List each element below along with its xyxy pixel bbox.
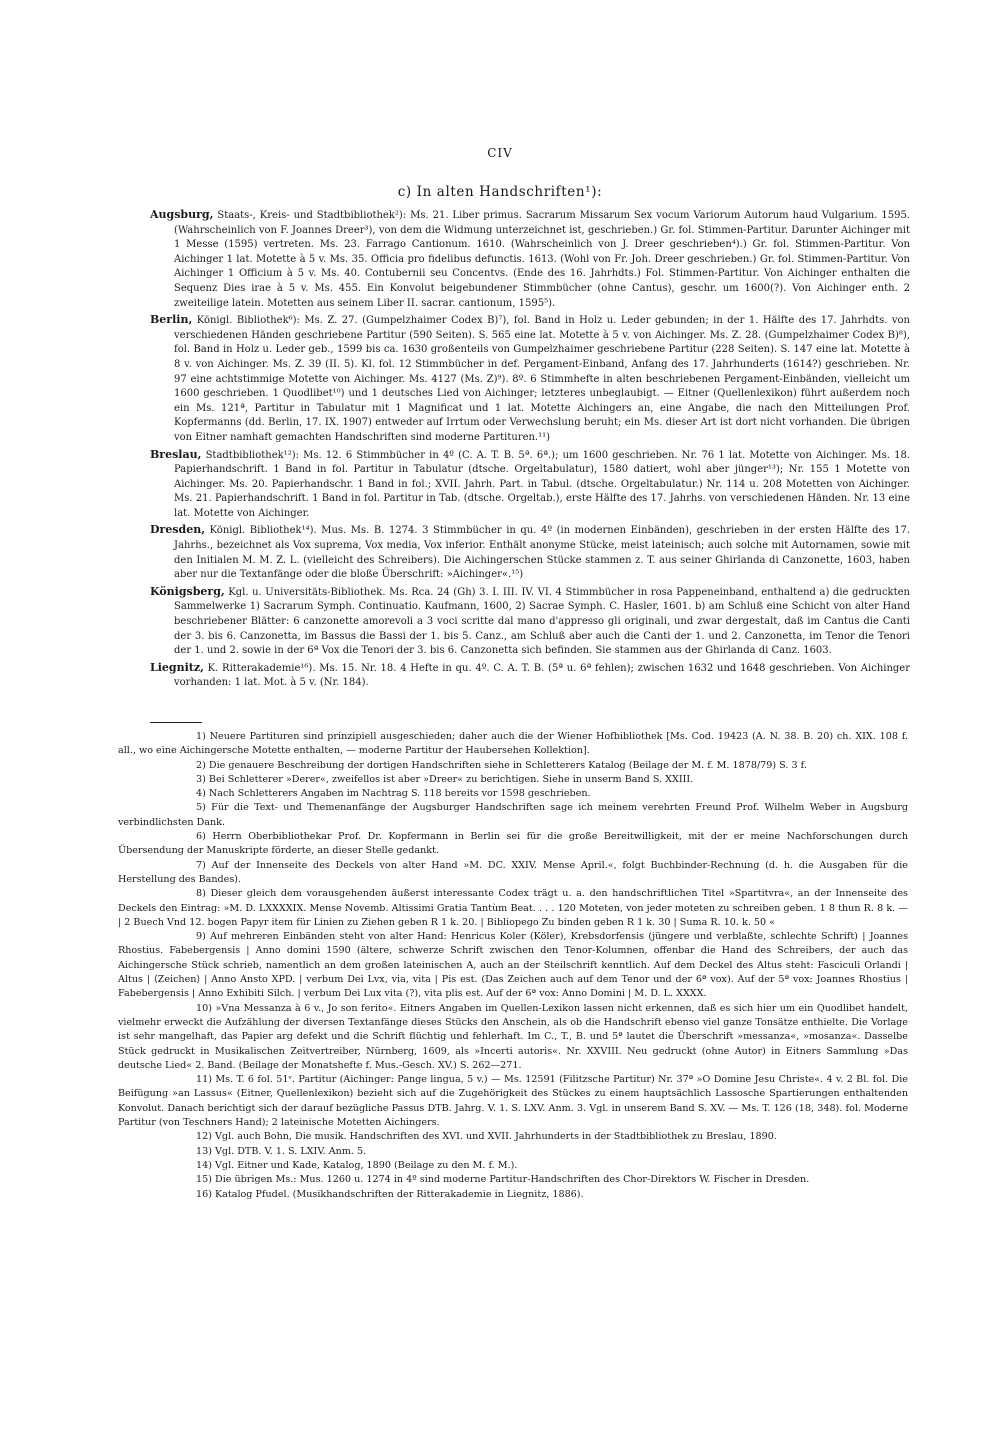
entry-text: Staats-, Kreis- und Stadtbibliothek²): Ms. 21. Liber primus. Sacrarum Missarum Sex vocum Variorum Autorum haud Vulgarium. 1595. (Wahrscheinlich von F. Joannes Dreer³), von dem die Widmung unterzeichnet ist, geschrieben.) Gr. fol. Stimmen-Partitur. Darunter Aichinger mit 1 Messe (1595) vertreten. Ms. 23. Farrago Cantionum. 1610. (Wahrscheinlich von J. Dreer geschrieben⁴).) Gr. fol. Stimmen-Partitur. Von Aichinger 1 lat. Motette à 5 v. Ms. 35. Officia pro fidelibus defunctis. 1613. (Wohl von Fr. Joh. Dreer geschrieben.) Gr. fol. Stimmen-Partitur. Von Aichinger 1 Officium à 5 v. Ms. 40. Contubernii seu Concentvs. (Ende des 16. Jahrhdts.) Fol. Stimmen-Partitur. Von Aichinger enthalten die Sequenz Dies irae à 5 v. Ms. 455. Ein Konvolut beigebundener Stimmbücher (ohne Cantus), geschr. um 1600(?). Von Aichinger enth. 2 zweiteilige latein. Motetten aus seinem Liber II. sacrar. cantionum, 1595⁵). — [174, 210, 910, 309]
footnotes — [118, 730, 908, 1202]
footnote: 10) »Vna Messanza à 6 v., Jo son ferito«. Eitners Angaben im Quellen-Lexikon lassen nicht erkennen, daß es sich hier um ein Quodlibet handelt, vielmehr erweckt die Aufzählung der diversen Textanfänge dieses Stücks den Anschein, als ob die Handschrift ebenso viel ganze Tonsätze enthielte. Die Vorlage ist sehr mangelhaft, das Papier arg defekt und die Schrift flüchtig und fehlerhaft. Im C., T., B. und 5ª lautet die Überschrift »messanza«, »mosanza«. Dasselbe Stück gedruckt in Musikalischen Zeitvertreiber, Nürnberg, 1609, als »Incerti autoris«. Nr. XXVIII. Neu gedruckt (ohne Autor) in Eitners Sammlung »Das deutsche Lied« 2. Band. (Beilage der Monatshefte f. Mus.-Gesch. XV.) S. 262—271. — [118, 1002, 908, 1071]
footnote: 16) Katalog Pfudel. (Musikhandschriften der Ritterakademie in Liegnitz, 1886). — [196, 1188, 584, 1200]
footnote: 5) Für die Text- und Themenanfänge der Augsburger Handschriften sage ich meinem verehrten Freund Prof. Wilhelm Weber in Augsburg verbindlichsten Dank. — [118, 802, 908, 828]
footnote: 8) Dieser gleich dem vorausgehenden äußerst interessante Codex trägt u. a. den handschriftlichen Titel »Spartitvra«, an der Innenseite des Deckels den Eintrag: »M. D. LXXXXIX. Mense Novemb. Altissimi Gratia Tantùm Beat. . . . 120 Moteten, von jeder moteten zu schreiben geben. 1 8 thun R. 8 k. — | 2 Buech Vnd 12. bogen Papyr item für Linien zu Ziehen geben R 1 k. 20. | Bibliopego Zu binden geben R 1 k. 30 | Suma R. 10. k. 50 « — [118, 888, 908, 928]
footnote: 9) Auf mehreren Einbänden steht von alter Hand: Henricus Koler (Köler), Krebsdorfensis (jüngere und verblaßte, schlechte Schrift) | Joannes Rhostius. Fabebergensis | Anno domini 1590 (ältere, schwerze Schrift zwischen den Tenor-Kolumnen, offenbar die Hand des Schreibers, der auch das Aichingersche Stück schrieb, namentlich an dem großen lateinischen A, auch an der Steilschrift kenntlich. Auf dem Deckel des Altus steht: Fasciculi Orlandi | Altus | ⟨Zeichen⟩ | Anno Ansto XPD. | verbum Dei Lvx, via, vita | Pis est. (Das Zeichen auch auf dem Tenor und der 6ª vox). Auf der 5ª vox: Joannes Rhostius | Fabebergensis | Anno Exhibiti Silch. | verbum Dei Lux vita (?), vita plis est. Auf der 6ª vox: Anno Domini | M. D. L. XXXX. — [118, 931, 908, 1000]
footnote: 12) Vgl. auch Bohn, Die musik. Handschriften des XVI. und XVII. Jahrhunderts in der Stadtbibliothek zu Breslau, 1890. — [196, 1131, 777, 1143]
footnote: 4) Nach Schletterers Angaben im Nachtrag S. 118 bereits vor 1598 geschrieben. — [196, 788, 591, 800]
entry-place: Königsberg, — [150, 584, 225, 598]
entry-place: Dresden, — [150, 523, 206, 537]
entry-dresden — [150, 523, 910, 582]
page-number: CIV — [487, 146, 513, 160]
entry-place: Liegnitz, — [150, 660, 204, 674]
footnote: 2) Die genauere Beschreibung der dortigen Handschriften siehe in Schletterers Katalog (Beilage der M. f. M. 1878/79) S. 3 f. — [196, 759, 807, 771]
footnote: 7) Auf der Innenseite des Deckels von alter Hand »M. DC. XXIV. Mense April.«, folgt Buchbinder-Rechnung (d. h. die Ausgaben für die Herstellung des Bandes). — [118, 859, 908, 885]
footnote: 14) Vgl. Eitner und Kade, Katalog, 1890 (Beilage zu den M. f. M.). — [196, 1159, 518, 1171]
entry-place: Berlin, — [150, 313, 193, 327]
entry-text: Stadtbibliothek¹²): Ms. 12. 6 Stimmbücher in 4º (C. A. T. B. 5ª. 6ª.); um 1600 geschrieben. Nr. 76 1 lat. Motette von Aichinger. Ms. 18. Papierhandschrift. 1 Band in fol. Partitur in Tabulatur (dtsche. Orgeltabulatur), 1580 datiert, wohl aber jünger¹³); Nr. 155 1 Motette von Aichinger. Ms. 20. Papierhandschr. 1 Band in fol.; XVII. Jahrh. Part. in Tabul. (dtsche. Orgeltabulatur.) Nr. 114 u. 208 Motetten von Aichinger. Ms. 21. Papierhandschrift. 1 Band in fol. Partitur in Tab. (dtsche. Orgeltab.), erste Hälfte des 17. Jahrhs. von verschiedenen Händen. Nr. 13 eine lat. Motette von Aichinger. — [174, 449, 910, 519]
footnote-divider — [150, 722, 202, 723]
entry-koenigsberg — [150, 585, 910, 659]
entry-liegnitz — [150, 661, 910, 691]
footnote: 11) Ms. T. 6 fol. 51ᵛ. Partitur (Aichinger: Pange lingua, 5 v.) — Ms. 12591 (Filitzsche Partitur) Nr. 37ª »O Domine Jesu Christe«. 4 v. 2 Bl. fol. Die Beifügung »an Lassus« (Eitner, Quellenlexikon) bezieht sich auf die Zugehörigkeit des Stückes zu einem hauptsächlich Lassosche Spartierungen enthaltenden Konvolut. Danach berichtigt sich der darauf bezügliche Passus DTB. Jahrg. V. 1. S. LXV. Anm. 3. Vgl. in unserem Band S. XV. — Ms. T. 126 (18, 348). fol. Moderne Partitur (von Teschners Hand); 2 lateinische Motetten Aichingers. — [118, 1074, 908, 1129]
entry-text: K. Ritterakademie¹⁶). Ms. 15. Nr. 18. 4 Hefte in qu. 4º. C. A. T. B. (5ª u. 6ª fehlen); zwischen 1632 und 1648 geschrieben. Von Aichinger vorhanden: 1 lat. Mot. à 5 v. (Nr. 184). — [174, 662, 910, 689]
entry-text: Königl. Bibliothek¹⁴). Mus. Ms. B. 1274. 3 Stimmbücher in qu. 4º (in modernen Einbänden), geschrieben in der ersten Hälfte des 17. Jahrhs., bezeichnet als Vox suprema, Vox media, Vox inferior. Enthält anonyme Stücke, meist lateinisch; auch solche mit Autornamen, sowie mit den Initialen M. M. Z. L. (vielleicht des Schreibers). Die Aichingerschen Stücke stammen z. T. aus seiner Ghirlanda di Canzonette, 1603, haben aber nur die Textanfänge oder die bloße Überschrift: »Aichinger«.¹⁵) — [174, 525, 911, 581]
entry-augsburg — [150, 208, 910, 311]
footnote: 13) Vgl. DTB. V. 1. S. LXIV. Anm. 5. — [196, 1145, 367, 1157]
entry-berlin — [150, 313, 910, 445]
footnote: 1) Neuere Partituren sind prinzipiell ausgeschieden; daher auch die der Wiener Hofbibliothek [Ms. Cod. 19423 (A. N. 38. B. 20) ch. XIX. 108 f. all., wo eine Aichingersche Motette enthalten, — moderne Partitur der Haubersehen Kollektion]. — [118, 731, 908, 757]
footnote: 3) Bei Schletterer »Derer«, zweifellos ist aber »Dreer« zu berichtigen. Siehe in unserm Band S. XXIII. — [196, 773, 694, 785]
entry-text: Königl. Bibliothek⁶): Ms. Z. 27. (Gumpelzhaimer Codex B)⁷), fol. Band in Holz u. Leder gebunden; in der 1. Hälfte des 17. Jahrhdts. von verschiedenen Händen geschriebene Partitur (590 Seiten). S. 565 eine lat. Motette à 5 v. von Aichinger. Ms. Z. 28. (Gumpelzhaimer Codex B)⁸), fol. Band in Holz u. Leder geb., 1599 bis ca. 1630 großenteils von Gumpelzhaimer geschriebene Partitur (228 Seiten). S. 147 eine lat. Motette à 8 v. von Aichinger. Ms. Z. 39 (II. 5). Kl. fol. 12 Stimmbücher in def. Pergament-Einband, Anfang des 17. Jahrhunderts (1614?) geschrieben. Nr. 97 eine achtstimmige Motette von Aichinger. Ms. 4127 (Ms. Z)⁹). 8º. 6 Stimmhefte in alten beschriebenen Pergament-Einbänden, vielleicht um 1600 geschrieben. 1 Quodlibet¹⁰) und 1 deutsches Lied von Aichinger; letzteres unbeglaubigt. — Eitner (Quellenlexikon) führt außerdem noch ein Ms. 121ª, Partitur in Tabulatur mit 1 Magnificat und 1 lat. Motette Aichingers an, eine Angabe, die nach den Mitteilungen Prof. Kopfermanns (dd. Berlin, 17. IX. 1907) entweder auf Irrtum oder Verwechslung beruht; ein Ms. dieser Art ist dort nicht vorhanden. Die übrigen von Eitner namhaft gemachten Handschriften sind moderne Partituren.¹¹) — [174, 315, 910, 443]
footnote: 6) Herrn Oberbibliothekar Prof. Dr. Kopfermann in Berlin sei für die große Bereitwilligkeit, mit der er meine Nachforschungen durch Übersendung der Manuskripte förderte, an dieser Stelle gedankt. — [118, 831, 908, 857]
section-title: c) In alten Handschriften¹): — [397, 184, 603, 200]
entry-place: Augsburg, — [150, 208, 214, 221]
footnote: 15) Die übrigen Ms.: Mus. 1260 u. 1274 in 4º sind moderne Partitur-Handschriften des Chor-Direktors W. Fischer in Dresden. — [196, 1174, 810, 1186]
entry-text: Kgl. u. Universitäts-Bibliothek. Ms. Rca. 24 (Gh) 3. I. III. IV. VI. 4 Stimmbücher in rosa Pappeneinband, enthaltend a) die gedruckten Sammelwerke 1) Sacrarum Symph. Continuatio. Kaufmann, 1600, 2) Sacrae Symph. C. Hasler, 1601. b) am Schluß eine Schicht von alter Hand beschriebener Blätter: 6 canzonette amorevoli a 3 voci scritte dal mano d'appresso gli originali, und zwar dergestalt, daß im Cantus die Canti der 3. bis 6. Canzonetta, im Bassus die Bassi der 1. bis 5. Canz., am Schluß aber auch die Canti der 1. und 2. Canzonetta, im Tenor die Tenori der 1. und 2. sowie in der 6ª Vox die Tenori der 3. bis 6. Canzonetta sich befinden. Sie stammen aus der Ghirlanda di Canz. 1603. — [174, 586, 910, 657]
entry-breslau — [150, 448, 910, 522]
library-entries — [150, 208, 910, 693]
entry-place: Breslau, — [150, 447, 202, 461]
